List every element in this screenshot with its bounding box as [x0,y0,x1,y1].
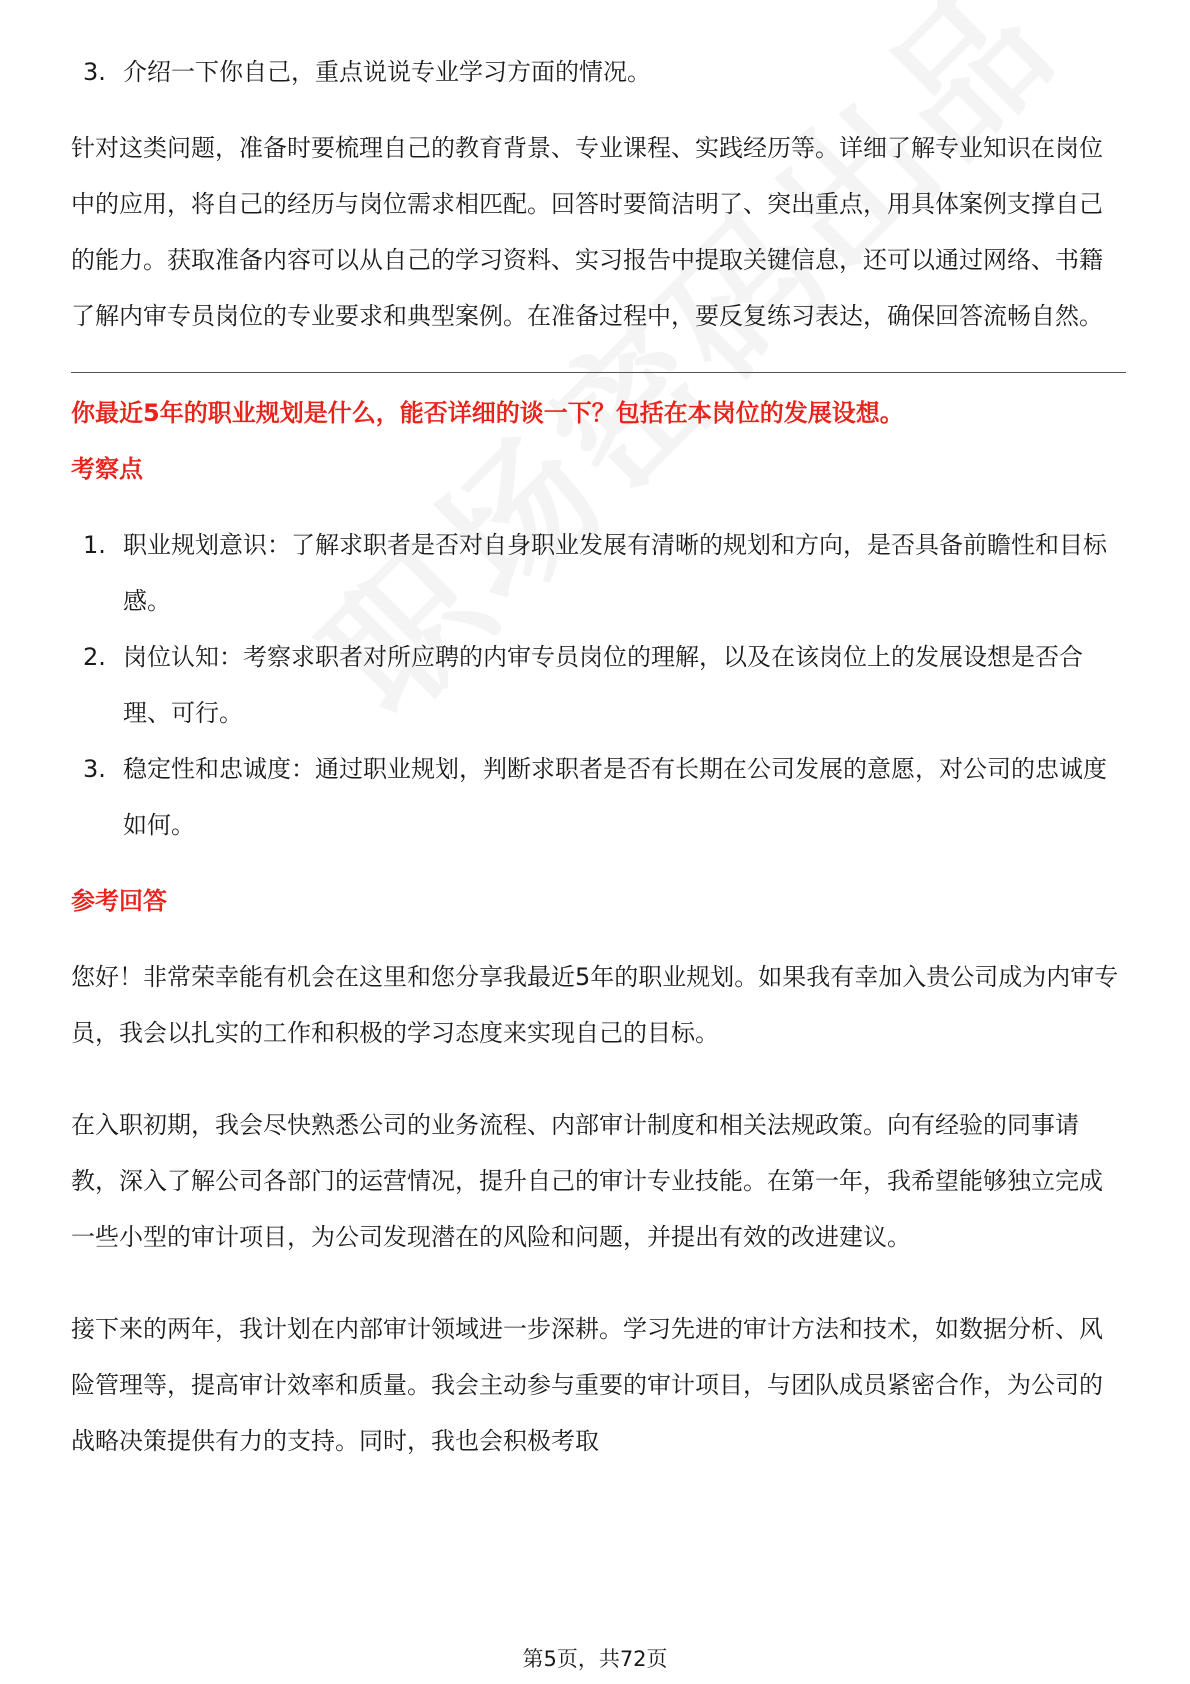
list-item [71,44,1126,100]
list-item [71,629,1126,741]
list-item-number: 1. [83,531,106,559]
list-item-text: 稳定性和忠诚度：通过职业规划，判断求职者是否有长期在公司发展的意愿，对公司的忠诚度如何。 [123,755,1107,839]
list-item-number: 3. [83,755,106,783]
list-item-text: 职业规划意识：了解求职者是否对自身职业发展有清晰的规划和方向，是否具备前瞻性和目标感。 [123,531,1107,615]
list-item-number: 2. [83,643,106,671]
points-label: 考察点 [71,455,143,483]
answer-label: 参考回答 [71,887,167,915]
list-item [71,741,1126,853]
list-item-text: 岗位认知：考察求职者对所应聘的内审专员岗位的理解，以及在该岗位上的发展设想是否合理、可行。 [123,643,1083,727]
page-footer: 第5页，共72页 [522,1647,668,1671]
list-item-text: 介绍一下你自己，重点说说专业学习方面的情况。 [123,58,651,86]
answer-paragraph: 在入职初期，我会尽快熟悉公司的业务流程、内部审计制度和相关法规政策。向有经验的同事请教，深入了解公司各部门的运营情况，提升自己的审计专业技能。在第一年，我希望能够独立完成一些小型的审计项目，为公司发现潜在的风险和问题，并提出有效的改进建议。 [71,1111,1103,1251]
answer-paragraph: 接下来的两年，我计划在内部审计领域进一步深耕。学习先进的审计方法和技术，如数据分析、风险管理等，提高审计效率和质量。我会主动参与重要的审计项目，与团队成员紧密合作，为公司的战略决策提供有力的支持。同时，我也会积极考取 [71,1315,1103,1455]
list-item-number: 3. [83,58,106,86]
interview-question: 你最近5年的职业规划是什么，能否详细的谈一下？包括在本岗位的发展设想。 [71,399,904,427]
points-list [71,517,1126,853]
intro-paragraph: 针对这类问题，准备时要梳理自己的教育背景、专业课程、实践经历等。详细了解专业知识在岗位中的应用，将自己的经历与岗位需求相匹配。回答时要简洁明了、突出重点，用具体案例支撑自己的能力。获取准备内容可以从自己的学习资料、实习报告中提取关键信息，还可以通过网络、书籍了解内审专员岗位的专业要求和典型案例。在准备过程中，要反复练习表达，确保回答流畅自然。 [71,134,1103,330]
page-content [71,44,1126,1469]
answer-paragraph: 您好！非常荣幸能有机会在这里和您分享我最近5年的职业规划。如果我有幸加入贵公司成为内审专员，我会以扎实的工作和积极的学习态度来实现自己的目标。 [71,963,1119,1047]
list-item [71,517,1126,629]
